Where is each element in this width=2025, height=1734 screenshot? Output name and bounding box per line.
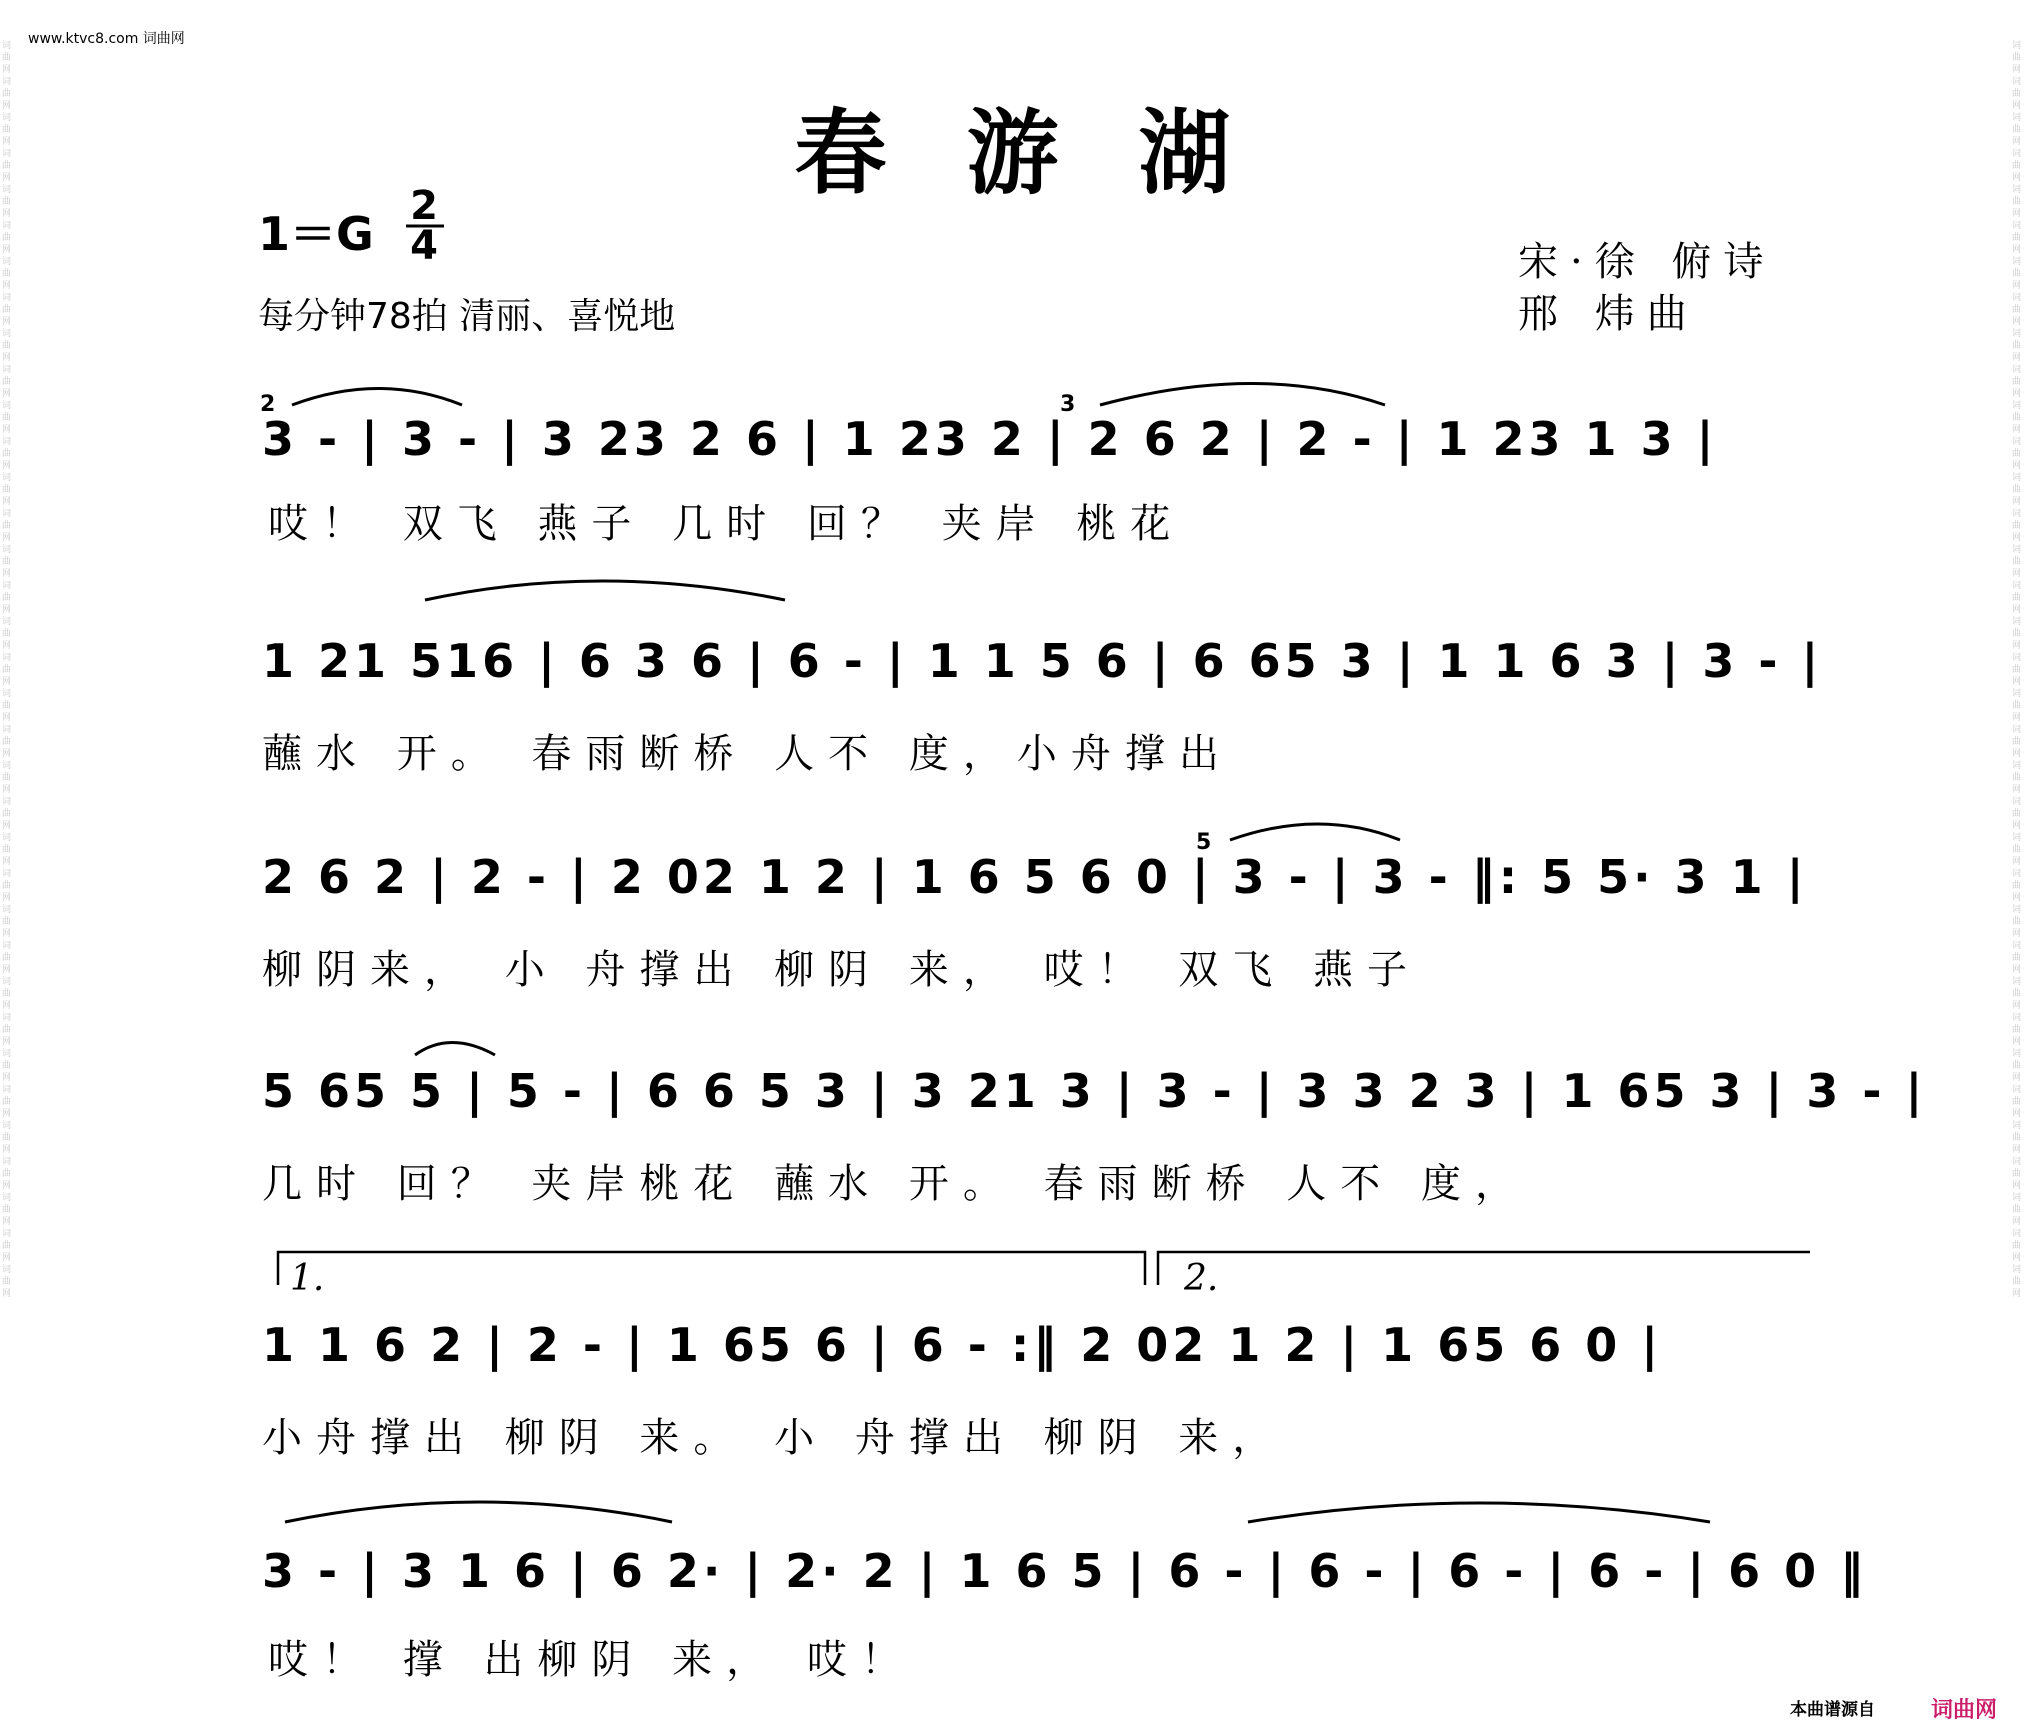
score-row-4-lyrics: 几时 回？ 夹岸桃花 蘸水 开。 春雨断桥 人不 度， xyxy=(262,1161,1530,1207)
slur xyxy=(415,1043,495,1056)
tempo-marking: 每分钟78拍 清丽、喜悦地 xyxy=(258,296,676,337)
meter-change-label: 2 xyxy=(260,392,276,417)
score-row-2-lyrics: 蘸水 开。 春雨断桥 人不 度，小舟撑出 xyxy=(262,731,1233,777)
time-signature-bottom: 4 xyxy=(410,223,438,269)
score-row-5-lyrics: 小舟撑出 柳阴 来。 小 舟撑出 柳阴 来， xyxy=(262,1415,1287,1461)
volta-1-bracket xyxy=(278,1252,1145,1285)
score-row-2-notes: 1 21 516 | 6 3 6 | 6 - | 1 1 5 6 | 6 65 3 | 1 1 6 3 | 3 - | xyxy=(262,634,1823,688)
meter-change-label: 3 xyxy=(1060,392,1076,417)
volta-1-label: 1. xyxy=(290,1258,325,1299)
song-title: 春游湖 xyxy=(794,99,1311,207)
score-row-1-notes: 3 - | 3 - | 3 23 2 6 | 1 23 2 | 2 6 2 | 2 - | 1 23 1 3 | xyxy=(262,412,1718,466)
slur xyxy=(1100,384,1385,406)
volta-2-bracket xyxy=(1158,1252,1810,1285)
score-row-6-lyrics: 哎！ 撑 出柳阴 来， 哎！ xyxy=(268,1637,915,1683)
score-row-5-notes: 1 1 6 2 | 2 - | 1 65 6 | 6 - :‖ 2 02 1 2 | 1 65 6 0 | xyxy=(262,1318,1663,1372)
watermark-left: 词曲网词曲网词曲网词曲网词曲网词曲网词曲网词曲网词曲网词曲网词曲网词曲网词曲网词曲网词曲网词曲网词曲网词曲网词曲网词曲网词曲网词曲网词曲网词曲网词曲网词曲网词曲网词曲网词曲网词曲网词曲网词曲网词曲网词曲网词曲网 xyxy=(2,41,12,1299)
key-signature: 1＝G xyxy=(258,207,374,261)
footer-source-label: 本曲谱源自 xyxy=(1790,1700,1875,1720)
time-signature-top: 2 xyxy=(410,183,438,229)
slur xyxy=(1230,824,1400,840)
slur xyxy=(1248,1503,1710,1522)
footer-brand-logo[interactable]: 词曲网 xyxy=(1930,1698,1997,1723)
score-row-3-notes: 2 6 2 | 2 - | 2 02 1 2 | 1 6 5 6 0 | 3 - | 3 - ‖: 5 5· 3 1 | xyxy=(262,850,1808,904)
score-row-4-notes: 5 65 5 | 5 - | 6 6 5 3 | 3 21 3 | 3 - | 3 3 2 3 | 1 65 3 | 3 - | xyxy=(262,1064,1927,1118)
score-row-1-lyrics: 哎！ 双飞 燕子 几时 回？ 夹岸 桃花 xyxy=(268,501,1185,547)
composer-credit: 邢 炜曲 xyxy=(1518,291,1699,337)
volta-2-label: 2. xyxy=(1184,1258,1219,1299)
score-row-3-lyrics: 柳阴来， 小 舟撑出 柳阴 来， 哎！ 双飞 燕子 xyxy=(262,947,1422,993)
slur xyxy=(425,581,785,600)
site-url[interactable]: www.ktvc8.com 词曲网 xyxy=(28,31,185,47)
slur xyxy=(292,389,462,406)
lyricist-credit: 宋·徐 俯诗 xyxy=(1518,239,1776,285)
meter-change-label: 5 xyxy=(1196,830,1212,855)
slur xyxy=(285,1502,672,1522)
score-row-6-notes: 3 - | 3 1 6 | 6 2· | 2· 2 | 1 6 5 | 6 - | 6 - | 6 - | 6 - | 6 0 ‖ xyxy=(262,1544,1868,1598)
watermark-right: 词曲网词曲网词曲网词曲网词曲网词曲网词曲网词曲网词曲网词曲网词曲网词曲网词曲网词曲网词曲网词曲网词曲网词曲网词曲网词曲网词曲网词曲网词曲网词曲网词曲网词曲网词曲网词曲网词曲网词曲网词曲网词曲网词曲网词曲网词曲网 xyxy=(2012,41,2022,1299)
